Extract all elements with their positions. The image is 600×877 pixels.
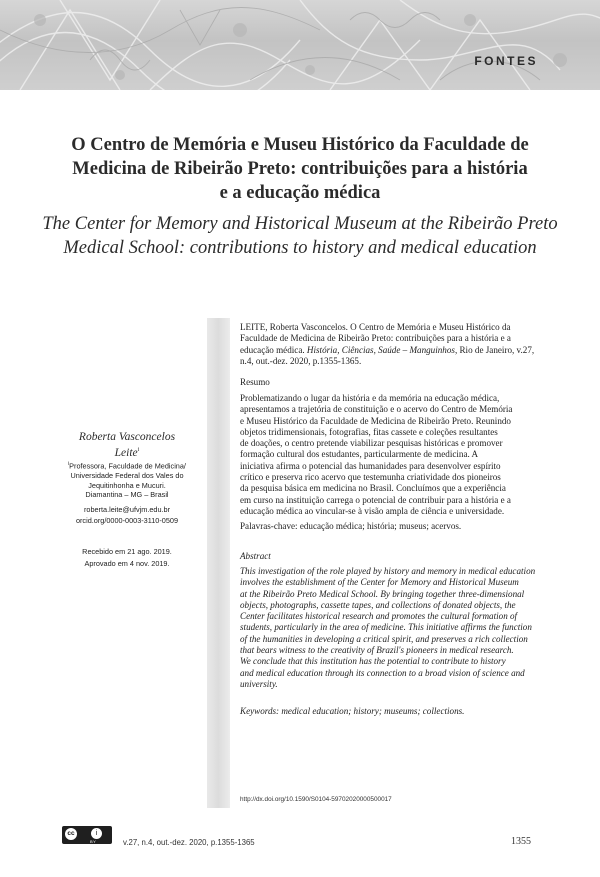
submission-dates <box>58 546 196 569</box>
person-icon: i <box>91 828 102 839</box>
palavras-chave: Palavras-chave: educação médica; história; museus; acervos. <box>240 521 462 531</box>
title-en-line: Medical School: contributions to history and medical education <box>63 238 537 258</box>
abstract-line: that bears witness to the creativity of Brazil's pioneers in medical research. <box>240 645 514 656</box>
author-name-line: Leite <box>114 446 138 459</box>
citation-suffix: , Rio de Janeiro, v.27, n.4, out.-dez. 2020, p.1355-1365. <box>240 344 535 366</box>
approved-date: Aprovado em 4 nov. 2019. <box>84 558 170 568</box>
affiliation-line: Jequitinhonha e Mucuri. <box>88 480 166 490</box>
abstract-line: involves the establishment of the Center for Memory and Historical Museum <box>240 577 519 588</box>
resumo-heading: Resumo <box>240 377 270 387</box>
resumo-line: em curso na instituição carrega o potencial de contribuir para a história e a <box>240 494 511 505</box>
title-pt-line: e a educação médica <box>219 183 381 203</box>
doi-link[interactable]: http://dx.doi.org/10.1590/S0104-59702020000500017 <box>240 796 392 803</box>
author-affiliation <box>58 460 196 500</box>
resumo-line: Problematizando o lugar da história e da memória na educação médica, <box>240 393 500 403</box>
author-sup: i <box>137 447 140 453</box>
abstract-line: university. <box>240 678 278 689</box>
author-name-line: Roberta Vasconcelos <box>78 431 176 443</box>
abstract-line: students, particularly in the area of medicine. This initiative affirms the function <box>240 622 532 633</box>
resumo-line: formação cultural dos estudantes, particularmente de medicina. A <box>240 449 479 460</box>
abstract-line: objects, photographs, cassette tapes, and collections of donated objects, the <box>240 599 516 610</box>
abstract-line: Center facilitates historical research and promotes the cultural formation of <box>240 611 518 622</box>
author-orcid[interactable]: orcid.org/0000-0003-3110-0509 <box>75 516 179 525</box>
abstract-line: We conclude that this institution has the potential to contribute to history <box>240 656 506 667</box>
license-by-label: BY <box>90 839 97 844</box>
resumo-line: iniciativa afirma o potencial das humanidades para desenvolver espírito <box>240 460 501 471</box>
abstract-heading: Abstract <box>240 551 271 561</box>
author-contact <box>58 504 196 526</box>
resumo-body <box>240 393 540 517</box>
citation-prefix: LEITE, Roberta Vasconcelos. O Centro de Memória e Museu Histórico da Faculdade de Medicina de Ribeirão Preto: contribuições para a história e a educação médica. <box>240 322 511 355</box>
banner-texture <box>0 0 600 90</box>
resumo-line: objetos tridimensionais, fotografias, fitas cassete e coleções resultantes <box>240 426 498 437</box>
abstract-line: This investigation of the role played by history and memory in medical education <box>240 566 536 576</box>
received-date: Recebido em 21 ago. 2019. <box>82 547 172 556</box>
resumo-line: educação médica ao vincular-se à visão ampla de ciência e universidade. <box>240 505 505 516</box>
page-number: 1355 <box>511 836 531 847</box>
resumo-line: apresentamos a trajetória de constituição e o acervo do Centro de Memória <box>240 404 513 415</box>
citation <box>240 322 540 367</box>
abstract-line: of the humanities in developing a critical spirit, and preserves a rich collection <box>240 633 528 644</box>
decorative-strip <box>207 318 230 808</box>
title-pt-line: O Centro de Memória e Museu Histórico da Faculdade de <box>71 135 529 155</box>
author-email[interactable]: roberta.leite@ufvjm.edu.br <box>83 505 171 514</box>
affiliation-line: Professora, Faculdade de Medicina/ <box>69 461 186 471</box>
header-banner <box>0 0 600 90</box>
abstract-line: and medical education through its connection to a broad vision of science and <box>240 667 525 678</box>
resumo-line: e Museu Histórico da Faculdade de Medicina de Ribeirão Preto. Reunindo <box>240 415 511 426</box>
affiliation-marker: i <box>68 461 70 467</box>
resumo-line: de doações, o centro pretende viabilizar pesquisas históricas e promover <box>240 438 503 449</box>
keywords: Keywords: medical education; history; museums; collections. <box>240 706 465 716</box>
abstract-line: at the Ribeirão Preto Medical School. By bringing together three-dimensional <box>240 588 525 599</box>
citation-journal: História, Ciências, Saúde – Manguinhos <box>306 344 455 355</box>
affiliation-line: Diamantina – MG – Brasil <box>85 490 169 500</box>
footer-issue-info: v.27, n.4, out.-dez. 2020, p.1355-1365 <box>123 838 255 847</box>
article-title-en <box>40 212 560 260</box>
title-pt-line: Medicina de Ribeirão Preto: contribuições para a história <box>72 159 528 179</box>
affiliation-line: Universidade Federal dos Vales do <box>70 471 184 481</box>
article-title-pt <box>40 133 560 205</box>
cc-icon: cc <box>65 828 77 840</box>
resumo-line: da pesquisa básica em medicina no Brasil. Concluímos que a experiência <box>240 483 506 494</box>
cc-by-license-badge[interactable] <box>62 826 112 844</box>
author-name <box>58 431 196 460</box>
resumo-line: crítico e preserva rico acervo que testemunha criatividade dos pioneiros <box>240 472 501 483</box>
title-en-line: The Center for Memory and Historical Museum at the Ribeirão Preto <box>42 214 558 234</box>
section-label: FONTES <box>474 54 538 68</box>
abstract-body <box>240 566 540 690</box>
